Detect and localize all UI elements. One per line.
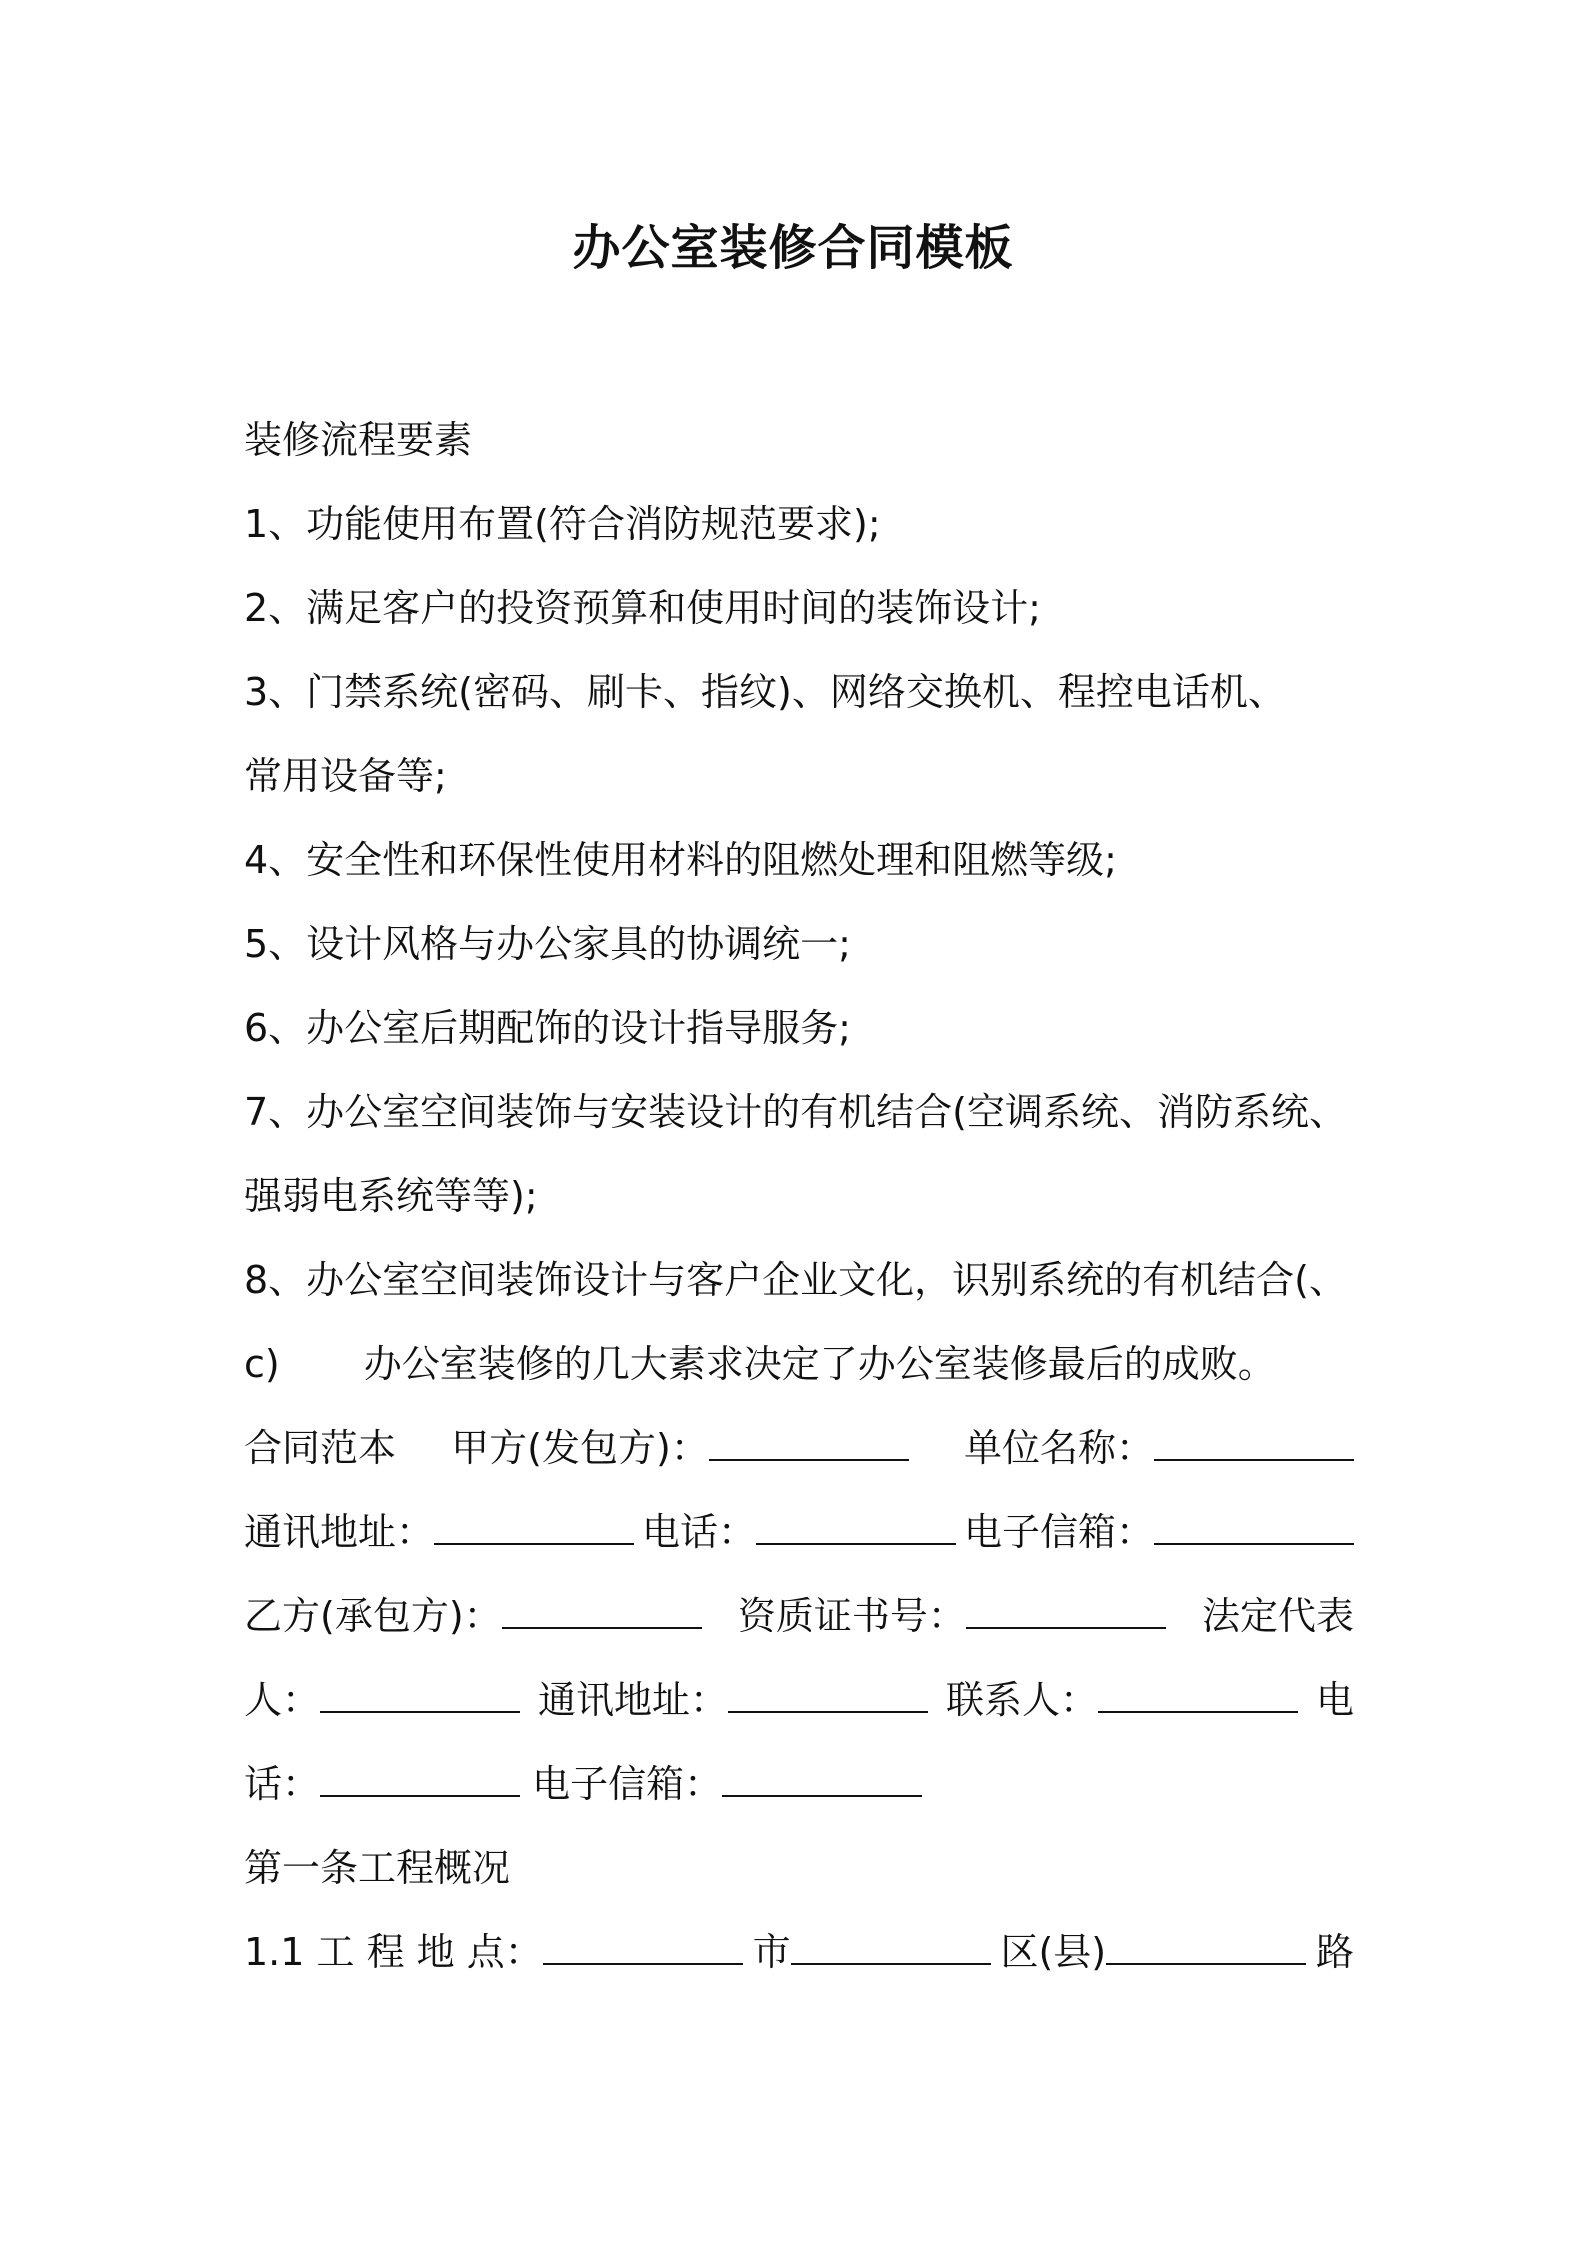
cert-no-blank — [966, 1583, 1166, 1629]
city-blank — [791, 1919, 991, 1965]
text-line: 3、门禁系统(密码、刷卡、指纹)、网络交换机、程控电话机、 — [244, 670, 1286, 714]
email-blank — [1154, 1499, 1354, 1545]
contract-line-5 — [244, 1742, 1354, 1826]
unit-name-label: 单位名称： — [963, 1426, 1154, 1470]
city-label: 市 — [752, 1930, 791, 1974]
phone-2-label-cont: 话： — [244, 1762, 321, 1806]
address-label: 通讯地址： — [244, 1510, 435, 1554]
cert-no-field — [738, 1574, 1166, 1658]
contact-field — [946, 1658, 1298, 1742]
location-field — [244, 1910, 743, 1994]
legal-rep-field — [244, 1658, 520, 1742]
email-2-blank — [722, 1751, 922, 1797]
email-field — [964, 1490, 1354, 1574]
party-b-field — [244, 1574, 702, 1658]
unit-name-field — [964, 1406, 1354, 1490]
text-line: 强弱电系统等等); — [244, 1174, 538, 1218]
contract-line-4 — [244, 1658, 1354, 1742]
text-line: 7、办公室空间装饰与安装设计的有机结合(空调系统、消防系统、 — [244, 1090, 1348, 1134]
unit-name-blank — [1154, 1415, 1354, 1461]
text-line: 8、办公室空间装饰设计与客户企业文化，识别系统的有机结合(、 — [244, 1258, 1348, 1302]
text-line: 5、设计风格与办公家具的协调统一; — [244, 922, 851, 966]
party-a-field — [451, 1406, 909, 1490]
email-label: 电子信箱： — [963, 1510, 1154, 1554]
party-a-label: 甲方(发包方)： — [451, 1426, 709, 1470]
legal-rep-blank — [320, 1667, 520, 1713]
phone-2-blank — [320, 1751, 520, 1797]
district-blank — [1106, 1919, 1306, 1965]
city-field — [753, 1910, 991, 1994]
location-label: 1.1 工 程 地 点： — [244, 1930, 543, 1974]
article-1-location-line — [244, 1910, 1354, 1994]
text-line: 常用设备等; — [244, 754, 447, 798]
address-2-blank — [728, 1667, 928, 1713]
text-line: 6、办公室后期配饰的设计指导服务; — [244, 1006, 851, 1050]
phone-label: 电话： — [641, 1510, 756, 1554]
document-title: 办公室装修合同模板 — [572, 220, 1014, 276]
legal-rep-label-cont: 人： — [244, 1678, 321, 1722]
contract-heading: 合同范本 — [244, 1426, 397, 1470]
text-line: 2、满足客户的投资预算和使用时间的装饰设计; — [244, 586, 1041, 630]
phone-field — [642, 1490, 956, 1574]
location-blank — [543, 1919, 743, 1965]
contract-line-1 — [244, 1406, 1354, 1490]
address-2-label: 通讯地址： — [537, 1678, 728, 1722]
address-blank — [434, 1499, 634, 1545]
district-field — [1000, 1910, 1306, 1994]
road-label: 路 — [1315, 1930, 1354, 1974]
line-c-text: 办公室装修的几大素求决定了办公室装修最后的成败。 — [363, 1342, 1276, 1386]
party-a-blank — [709, 1415, 909, 1461]
contract-line-2 — [244, 1490, 1354, 1574]
contact-blank — [1098, 1667, 1298, 1713]
email-2-label: 电子信箱： — [532, 1762, 723, 1806]
phone-2-field — [244, 1742, 520, 1826]
phone-2-label: 电 — [1315, 1678, 1354, 1722]
party-b-blank — [502, 1583, 702, 1629]
email-2-field — [532, 1742, 922, 1826]
address-field — [244, 1490, 634, 1574]
document-body — [244, 398, 1354, 1994]
text-line: 1、功能使用布置(符合消防规范要求); — [244, 502, 881, 546]
line-c-prefix: c) — [244, 1342, 280, 1386]
address-2-field — [538, 1658, 928, 1742]
contact-label: 联系人： — [945, 1678, 1098, 1722]
text-line-c — [244, 1322, 1354, 1406]
cert-no-label: 资质证书号： — [737, 1594, 966, 1638]
district-label: 区(县) — [1000, 1930, 1107, 1974]
party-b-label: 乙方(承包方)： — [244, 1594, 502, 1638]
contract-line-3 — [244, 1574, 1354, 1658]
text-line: 4、安全性和环保性使用材料的阻燃处理和阻燃等级; — [244, 838, 1117, 882]
phone-blank — [756, 1499, 956, 1545]
article-1-heading: 第一条工程概况 — [244, 1846, 511, 1890]
legal-rep-label: 法定代表 — [1201, 1594, 1354, 1638]
section-heading: 装修流程要素 — [244, 418, 473, 462]
